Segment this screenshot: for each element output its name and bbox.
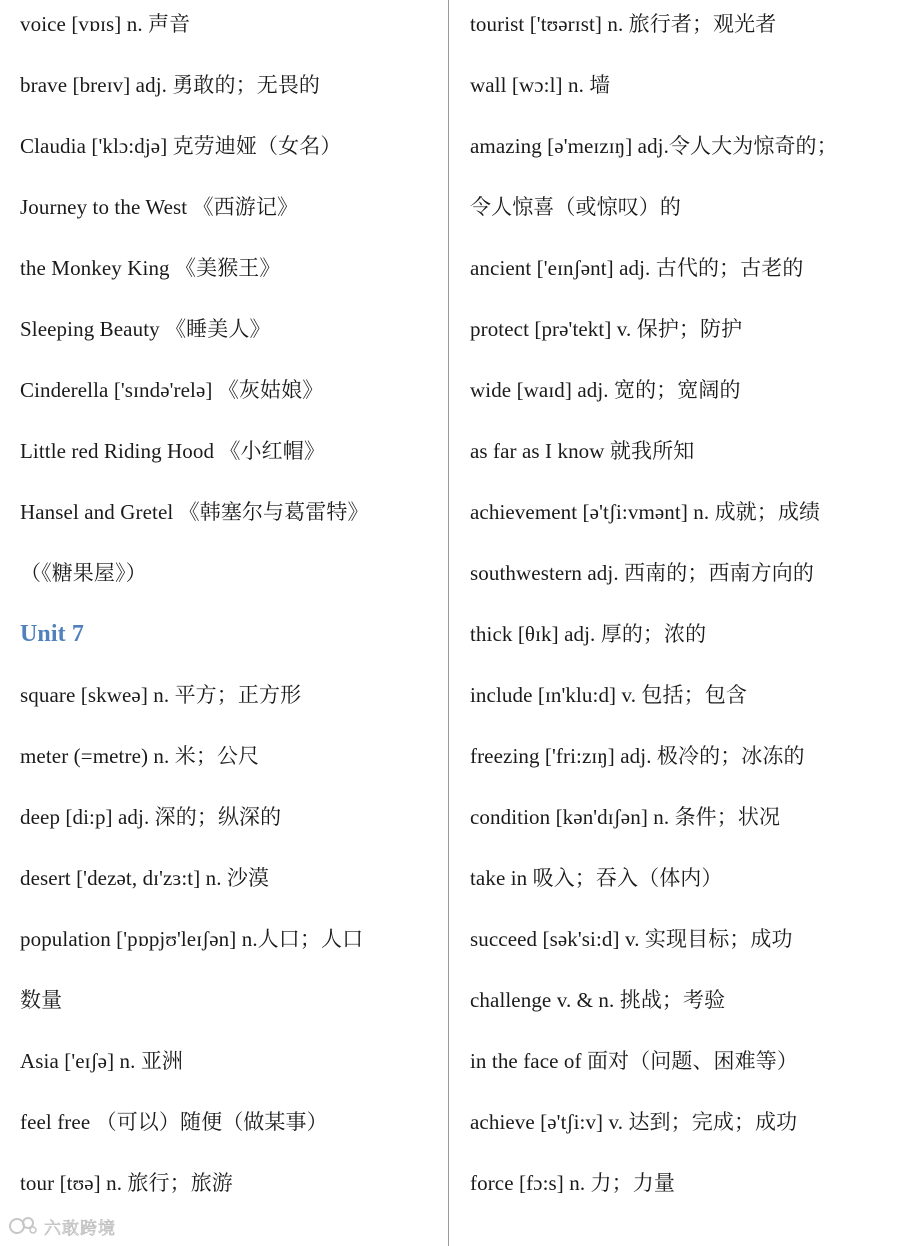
vocab-entry: Cinderella ['sɪndə'relə] 《灰姑娘》	[20, 378, 324, 402]
vocab-entry: freezing ['fri:zɪŋ] adj. 极冷的；冰冻的	[470, 744, 805, 768]
unit-heading: Unit 7	[20, 621, 84, 647]
vocab-entry: population ['pɒpjʊ'leɪʃən] n.人口；人口	[20, 927, 364, 951]
vocab-entry: tourist ['tʊərɪst] n. 旅行者；观光者	[470, 12, 777, 36]
vocab-entry: achieve [ə'tʃi:v] v. 达到；完成；成功	[470, 1110, 798, 1134]
vocab-entry: thick [θɪk] adj. 厚的；浓的	[470, 622, 707, 646]
vocab-entry: include [ɪn'klu:d] v. 包括；包含	[470, 683, 747, 707]
vocab-entry: Hansel and Gretel 《韩塞尔与葛雷特》	[20, 500, 369, 524]
vocab-entry: voice [vɒɪs] n. 声音	[20, 12, 191, 36]
vocab-entry: southwestern adj. 西南的；西南方向的	[470, 561, 814, 585]
watermark-text: 六敢跨境	[44, 1218, 116, 1239]
vocab-entry: Little red Riding Hood 《小红帽》	[20, 439, 325, 463]
vocab-entry: ancient ['eɪnʃənt] adj. 古代的；古老的	[470, 256, 804, 280]
vocab-entry: the Monkey King 《美猴王》	[20, 256, 281, 280]
vocab-entry: as far as I know 就我所知	[470, 439, 695, 463]
vocab-entry: challenge v. & n. 挑战；考验	[470, 988, 726, 1012]
column-divider	[448, 0, 449, 1246]
vocab-entry: meter (=metre) n. 米；公尺	[20, 744, 260, 768]
vocab-entry: feel free （可以）随便（做某事）	[20, 1110, 328, 1134]
vocab-entry: amazing [ə'meɪzɪŋ] adj.令人大为惊奇的；	[470, 134, 838, 158]
vocab-entry: Claudia ['klɔ:djə] 克劳迪娅（女名）	[20, 134, 342, 158]
right-column	[470, 0, 895, 1220]
vocab-entry: square [skweə] n. 平方；正方形	[20, 683, 302, 707]
vocab-entry: deep [di:p] adj. 深的；纵深的	[20, 805, 282, 829]
vocab-entry: achievement [ə'tʃi:vmənt] n. 成就；成绩	[470, 500, 821, 524]
vocab-entry: desert ['dezət, dɪ'zɜ:t] n. 沙漠	[20, 866, 270, 890]
vocab-entry: wide [waɪd] adj. 宽的；宽阔的	[470, 378, 741, 402]
vocab-entry: protect [prə'tekt] v. 保护；防护	[470, 317, 743, 341]
vocab-entry: Sleeping Beauty 《睡美人》	[20, 317, 271, 341]
vocab-entry: Journey to the West 《西游记》	[20, 195, 299, 219]
vocab-entry: condition [kən'dɪʃən] n. 条件；状况	[470, 805, 781, 829]
vocab-entry: brave [breɪv] adj. 勇敢的；无畏的	[20, 73, 321, 97]
vocab-entry: Asia ['eɪʃə] n. 亚洲	[20, 1049, 184, 1073]
vocab-entry: wall [wɔ:l] n. 墙	[470, 73, 611, 97]
vocab-entry: tour [tʊə] n. 旅行；旅游	[20, 1171, 233, 1195]
left-column	[20, 0, 440, 1220]
vocab-entry-continuation: 令人惊喜（或惊叹）的	[470, 195, 681, 219]
watermark	[8, 1213, 116, 1239]
vocab-entry: take in 吸入；吞入（体内）	[470, 866, 723, 890]
vocab-entry-continuation: （《糖果屋》）	[20, 561, 147, 585]
vocab-entry: succeed [sək'si:d] v. 实现目标；成功	[470, 927, 793, 951]
vocab-entry-continuation: 数量	[20, 988, 63, 1012]
watermark-logo-icon	[8, 1215, 38, 1237]
vocab-entry: force [fɔ:s] n. 力；力量	[470, 1171, 675, 1195]
vocab-entry: in the face of 面对（问题、困难等）	[470, 1049, 798, 1073]
